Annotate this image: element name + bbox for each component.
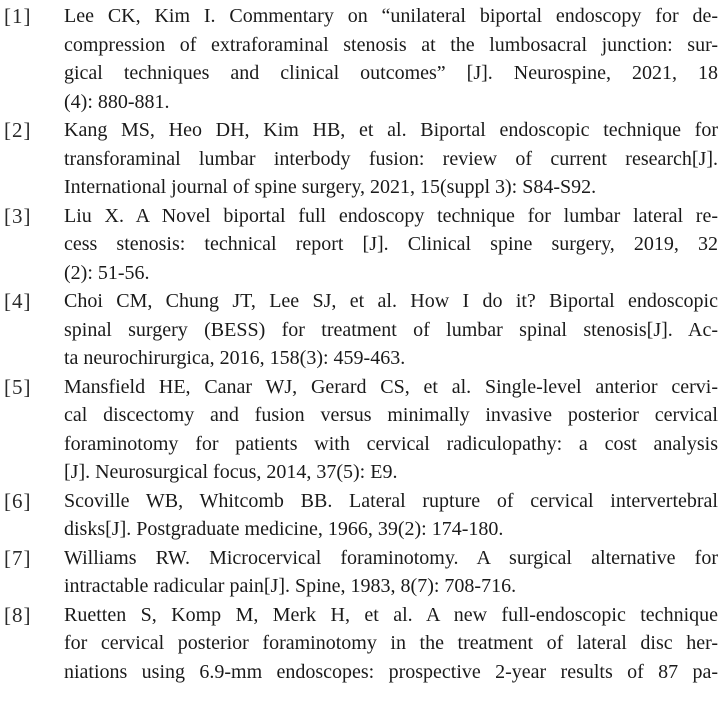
reference-number: [6]: [4, 488, 32, 513]
reference-line: intractable radicular pain[J]. Spine, 1983, 8(7): 708-716.: [64, 575, 517, 597]
reference-line: ta neurochirurgica, 2016, 158(3): 459-463.: [64, 347, 406, 369]
reference-number: [3]: [4, 203, 32, 228]
reference-text: [64, 2, 718, 116]
reference-line: Ruetten S, Komp M, Merk H, et al. A new full-endoscopic technique: [64, 603, 718, 626]
reference-line: compression of extraforaminal stenosis at the lumbosacral junction: sur-: [64, 33, 718, 56]
reference-line: Kang MS, Heo DH, Kim HB, et al. Biportal endoscopic technique for: [64, 119, 718, 141]
reference-entry: [0, 487, 722, 544]
reference-number: [8]: [4, 602, 32, 627]
reference-entry: [0, 2, 722, 116]
reference-text: [64, 287, 718, 373]
reference-entry: [0, 116, 722, 202]
reference-line: cal discectomy and fusion versus minimally invasive posterior cervical: [64, 404, 718, 426]
reference-number: [2]: [4, 118, 32, 142]
reference-text: [64, 202, 718, 288]
reference-line: Williams RW. Microcervical foraminotomy. A surgical alternative for: [64, 546, 718, 569]
reference-line: Liu X. A Novel biportal full endoscopy technique for lumbar lateral re-: [64, 204, 718, 227]
reference-line: spinal surgery (BESS) for treatment of lumbar spinal stenosis[J]. Ac-: [64, 318, 718, 341]
reference-entry: [0, 601, 722, 687]
reference-line: transforaminal lumbar interbody fusion: review of current research[J].: [64, 147, 718, 170]
reference-number: [1]: [4, 4, 32, 28]
reference-line: [J]. Neurosurgical focus, 2014, 37(5): E9.: [64, 461, 398, 483]
reference-entry: [0, 287, 722, 373]
reference-line: Scoville WB, Whitcomb BB. Lateral rupture of cervical intervertebral: [64, 489, 718, 512]
reference-line: foraminotomy for patients with cervical radiculopathy: a cost analysis: [64, 432, 718, 455]
reference-entry: [0, 202, 722, 288]
reference-line: International journal of spine surgery, 2021, 15(suppl 3): S84-S92.: [64, 176, 597, 198]
reference-line: Mansfield HE, Canar WJ, Gerard CS, et al. Single-level anterior cervi-: [64, 375, 718, 398]
reference-text: [64, 373, 718, 487]
reference-entry: [0, 373, 722, 487]
reference-text: [64, 116, 718, 202]
reference-line: disks[J]. Postgraduate medicine, 1966, 39(2): 174-180.: [64, 518, 504, 540]
reference-number: [5]: [4, 374, 32, 399]
reference-text: [64, 487, 718, 544]
reference-number: [7]: [4, 545, 32, 570]
reference-entry: [0, 544, 722, 601]
reference-number: [4]: [4, 289, 32, 313]
reference-line: (2): 51-56.: [64, 261, 150, 284]
reference-line: niations using 6.9-mm endoscopes: prospective 2-year results of 87 pa-: [64, 660, 718, 683]
reference-text: [64, 601, 718, 687]
reference-text: [64, 544, 718, 601]
reference-line: gical techniques and clinical outcomes” [J]. Neurospine, 2021, 18: [64, 62, 718, 84]
reference-line: Lee CK, Kim I. Commentary on “unilateral biportal endoscopy for de-: [64, 5, 718, 27]
reference-line: cess stenosis: technical report [J]. Clinical spine surgery, 2019, 32: [64, 233, 718, 255]
reference-line: for cervical posterior foraminotomy in the treatment of lateral disc her-: [64, 632, 718, 654]
reference-line: (4): 880-881.: [64, 90, 170, 113]
reference-line: Choi CM, Chung JT, Lee SJ, et al. How I do it? Biportal endoscopic: [64, 290, 718, 312]
reference-list: [0, 2, 722, 686]
